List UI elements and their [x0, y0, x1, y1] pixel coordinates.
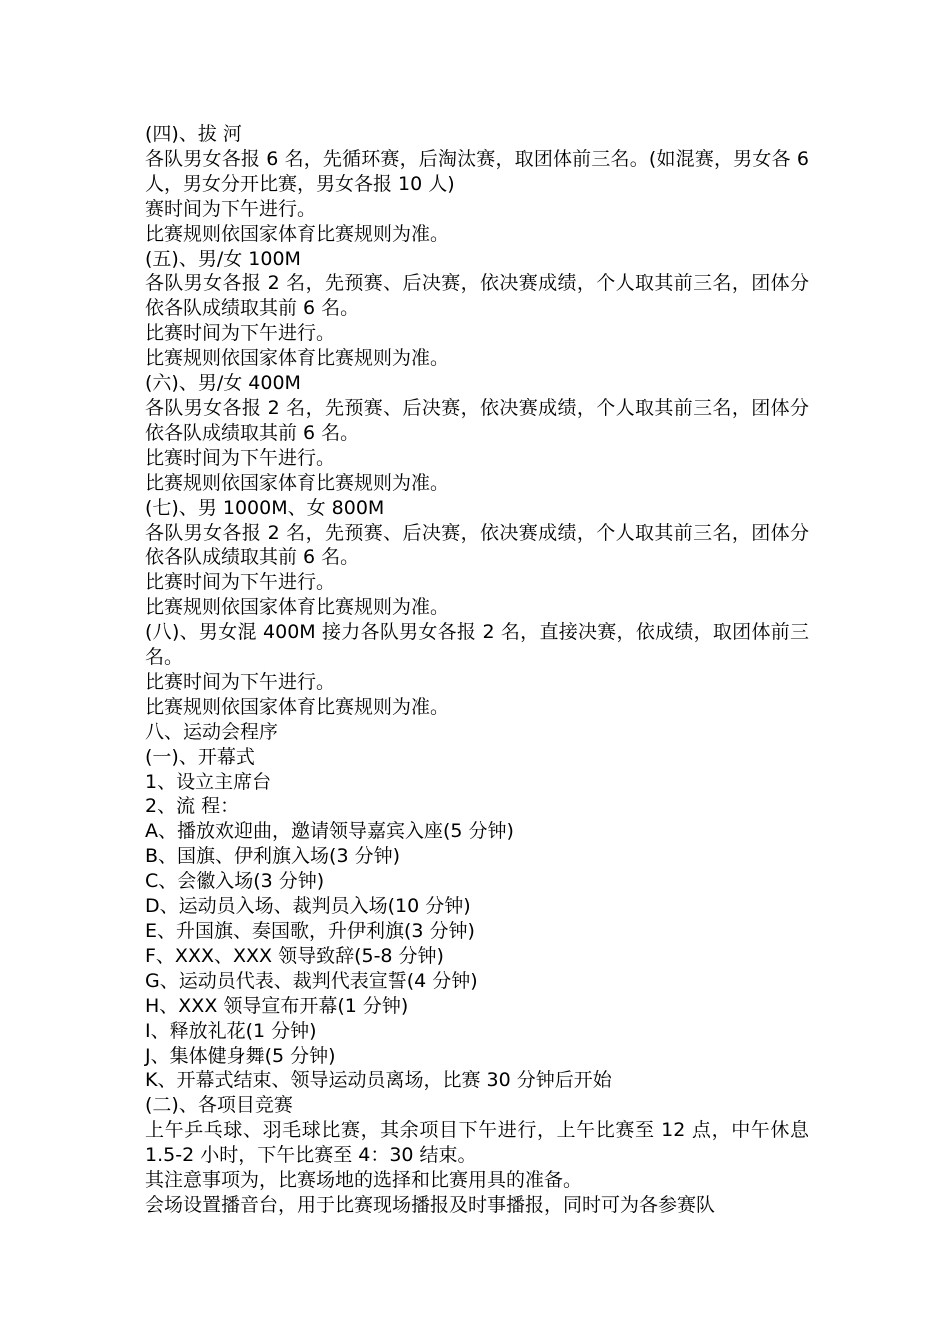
list-item: E、升国旗、奏国歌，升伊利旗(3 分钟) [145, 920, 475, 942]
section-heading-1000m-800m: (七)、男 1000M、女 800M [145, 496, 385, 519]
paragraph: 上午乒乓球、羽毛球比赛，其余项目下午进行，上午比赛至 12 点，中午休息 1.5-2 小时，下午比赛至 4：30 结束。 [145, 1119, 816, 1167]
paragraph: 比赛时间为下午进行。 [145, 670, 336, 693]
paragraph: 比赛规则依国家体育比赛规则为准。 [145, 596, 450, 619]
list-item: 2、流 程： [145, 795, 240, 818]
paragraph: 比赛时间为下午进行。 [145, 571, 336, 594]
paragraph: 会场设置播音台，用于比赛现场播报及时事播报，同时可为各参赛队 [145, 1193, 716, 1216]
list-item: H、XXX 领导宣布开幕(1 分钟) [145, 994, 409, 1017]
section-heading-tug-of-war: (四)、拔 河 [145, 123, 242, 145]
paragraph: 比赛规则依国家体育比赛规则为准。 [145, 347, 450, 370]
section-heading-relay: (八)、男女混 400M 接力各队男女各报 2 名，直接决赛，依成绩，取团体前三名。 [145, 621, 809, 669]
paragraph: 比赛时间为下午进行。 [145, 322, 336, 345]
paragraph: 比赛规则依国家体育比赛规则为准。 [145, 695, 450, 718]
section-heading-100m: (五)、男/女 100M [145, 247, 301, 270]
list-item: K、开幕式结束、领导运动员离场，比赛 30 分钟后开始 [145, 1069, 612, 1092]
paragraph: 比赛规则依国家体育比赛规则为准。 [145, 471, 450, 494]
list-item: C、会徽入场(3 分钟) [145, 870, 325, 893]
paragraph: 各队男女各报 2 名，先预赛、后决赛，依决赛成绩，个人取其前三名，团体分依各队成绩取其前 6 名。 [145, 396, 809, 444]
section-heading-opening: (一)、开幕式 [145, 745, 255, 768]
list-item: 1、设立主席台 [145, 770, 272, 793]
list-item: G、运动员代表、裁判代表宣誓(4 分钟) [145, 969, 478, 992]
list-item: A、播放欢迎曲，邀请领导嘉宾入座(5 分钟) [145, 820, 514, 843]
section-heading-400m: (六)、男/女 400M [145, 372, 301, 395]
chapter-heading-program: 八、运动会程序 [145, 720, 279, 743]
section-heading-competition: (二)、各项目竞赛 [145, 1094, 293, 1117]
document-page [145, 122, 816, 1218]
list-item: J、集体健身舞(5 分钟) [145, 1044, 336, 1067]
list-item: F、XXX、XXX 领导致辞(5-8 分钟) [145, 944, 444, 967]
paragraph: 其注意事项为，比赛场地的选择和比赛用具的准备。 [145, 1169, 583, 1192]
paragraph: 各队男女各报 2 名，先预赛、后决赛，依决赛成绩，个人取其前三名，团体分依各队成绩取其前 6 名。 [145, 521, 809, 569]
paragraph: 比赛时间为下午进行。 [145, 446, 336, 469]
paragraph: 比赛规则依国家体育比赛规则为准。 [145, 222, 450, 245]
paragraph: 各队男女各报 6 名，先循环赛，后淘汰赛，取团体前三名。(如混赛，男女各 6 人，男女分开比赛，男女各报 10 人) [145, 147, 816, 195]
paragraph: 各队男女各报 2 名，先预赛、后决赛，依决赛成绩，个人取其前三名，团体分依各队成绩取其前 6 名。 [145, 272, 809, 320]
paragraph: 赛时间为下午进行。 [145, 197, 317, 220]
list-item: B、国旗、伊利旗入场(3 分钟) [145, 845, 400, 868]
list-item: D、运动员入场、裁判员入场(10 分钟) [145, 895, 471, 918]
list-item: I、释放礼花(1 分钟) [145, 1019, 317, 1042]
